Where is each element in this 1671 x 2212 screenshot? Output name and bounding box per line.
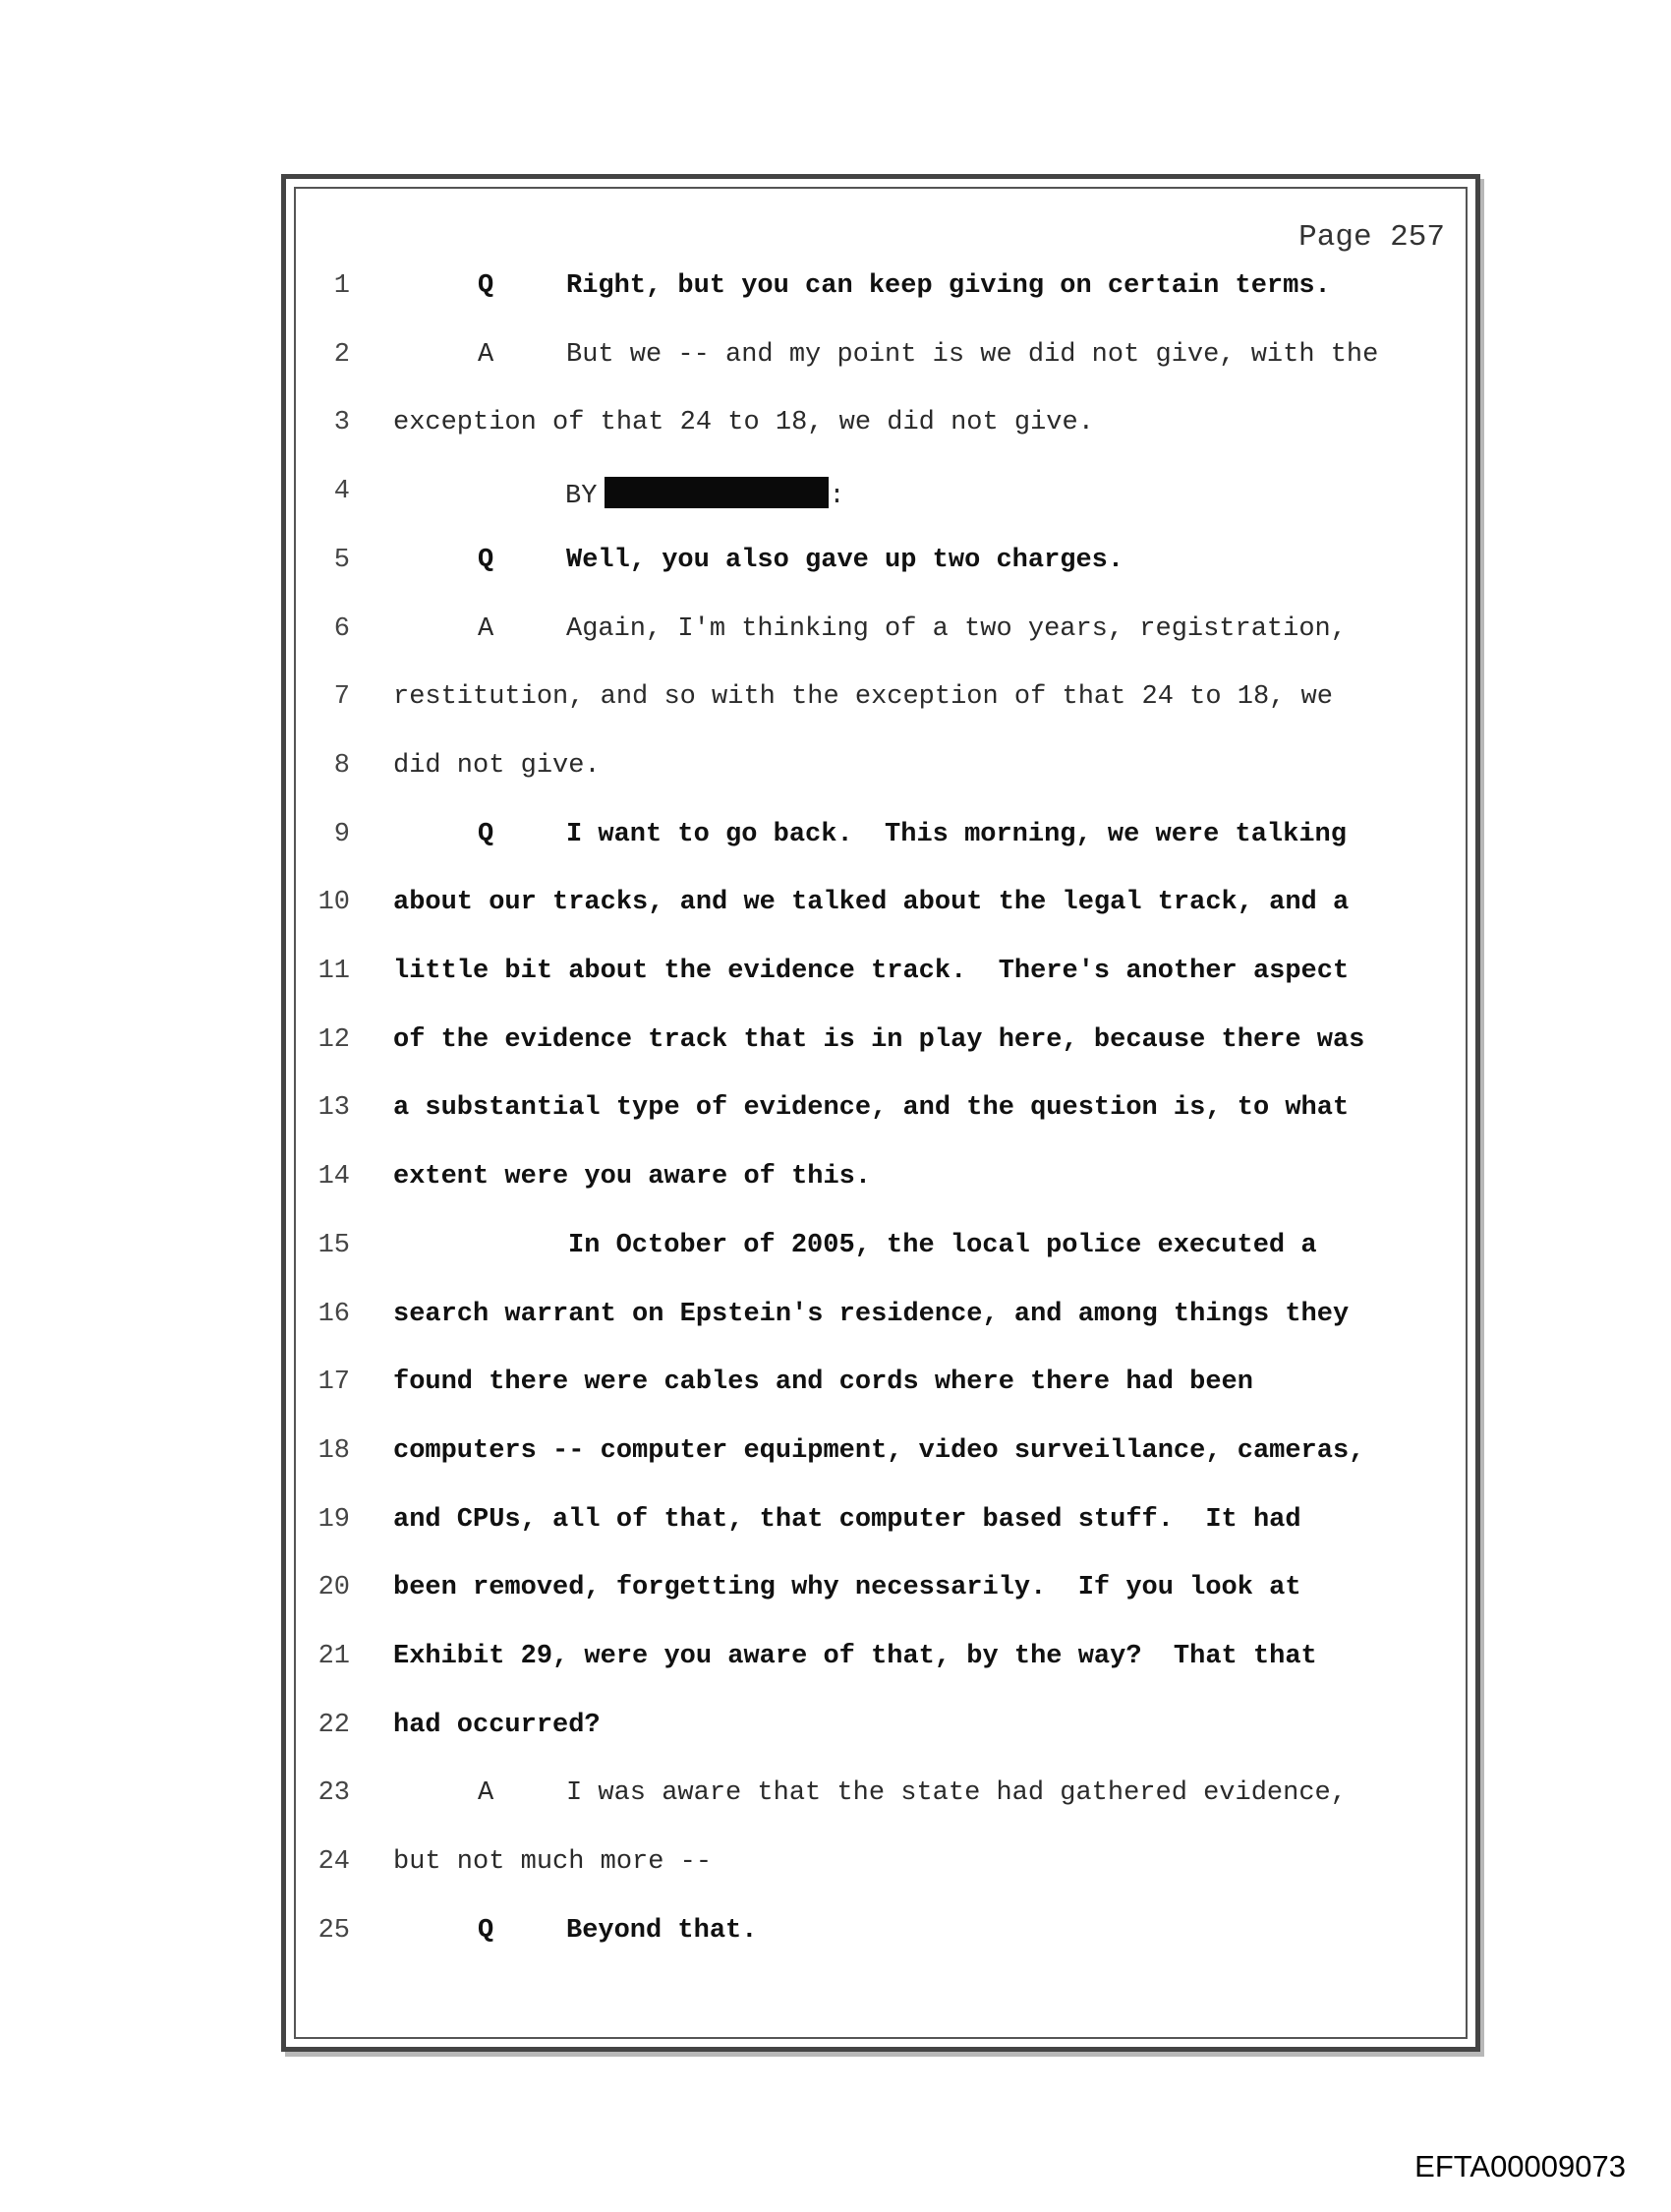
transcript-line: [0, 614, 1671, 664]
redaction-bar: [605, 477, 829, 508]
line-text: did not give.: [393, 750, 601, 781]
line-number: 7: [333, 682, 350, 713]
transcript-line: [0, 1778, 1671, 1828]
line-text: had occurred?: [393, 1710, 601, 1740]
line-text: about our tracks, and we talked about the legal track, and a: [393, 888, 1350, 918]
speaker-label: A: [478, 613, 494, 644]
transcript-line: [0, 888, 1671, 937]
transcript-line: [0, 408, 1671, 457]
line-text: Exhibit 29, were you aware of that, by the way? That that: [393, 1642, 1317, 1671]
line-number: 24: [317, 1847, 350, 1878]
transcript-line: [0, 957, 1671, 1006]
transcript-line: [0, 1711, 1671, 1760]
transcript-line: [0, 1642, 1671, 1691]
line-text: restitution, and so with the exception of that 24 to 18, we: [393, 682, 1333, 713]
page-number-label: Page 257: [1298, 220, 1445, 255]
transcript-line: [0, 1162, 1671, 1211]
transcript-line: [0, 1368, 1671, 1417]
line-number: 25: [317, 1915, 350, 1946]
line-number: 5: [333, 545, 350, 575]
transcript-line: [0, 751, 1671, 800]
by-suffix: :: [829, 482, 845, 512]
line-text: but not much more --: [393, 1847, 713, 1878]
line-number: 11: [317, 957, 350, 986]
line-number: 21: [317, 1642, 350, 1671]
line-number: 16: [317, 1299, 350, 1329]
line-text: and CPUs, all of that, that computer based stuff. It had: [393, 1504, 1301, 1535]
line-text: Right, but you can keep giving on certain terms.: [566, 271, 1331, 301]
line-number: 3: [333, 408, 350, 438]
line-text: Again, I'm thinking of a two years, registration,: [566, 613, 1347, 644]
transcript-line: [0, 1847, 1671, 1896]
line-number: 1: [333, 271, 350, 301]
transcript-line: [0, 1505, 1671, 1554]
speaker-label: A: [478, 1778, 494, 1809]
transcript-line: [0, 1093, 1671, 1142]
transcript-line: [0, 682, 1671, 731]
line-number: 2: [333, 339, 350, 370]
speaker-label: A: [478, 339, 494, 370]
line-number: 20: [317, 1573, 350, 1603]
line-number: 15: [317, 1230, 350, 1260]
document-id: EFTA00009073: [1414, 2149, 1626, 2183]
transcript-line: [0, 340, 1671, 389]
line-number: 22: [317, 1710, 350, 1740]
line-text: search warrant on Epstein's residence, and among things they: [393, 1299, 1350, 1329]
transcript-line: [0, 477, 1671, 526]
transcript-line: [0, 1300, 1671, 1349]
by-label: BY: [565, 482, 598, 512]
line-number: 23: [317, 1778, 350, 1809]
transcript-line: [0, 546, 1671, 595]
line-text: But we -- and my point is we did not give, with the: [566, 339, 1379, 370]
transcript-line: [0, 1916, 1671, 1965]
transcript-line: [0, 271, 1671, 320]
line-text: little bit about the evidence track. There's another aspect: [393, 957, 1350, 986]
line-text: I want to go back. This morning, we were talking: [566, 819, 1347, 849]
line-number: 10: [317, 888, 350, 918]
line-number: 13: [317, 1093, 350, 1124]
speaker-label: Q: [478, 1915, 494, 1946]
line-text: of the evidence track that is in play here, because there was: [393, 1024, 1365, 1055]
line-number: 12: [317, 1024, 350, 1055]
line-text: been removed, forgetting why necessarily. If you look at: [393, 1573, 1301, 1603]
line-text: Beyond that.: [566, 1915, 758, 1946]
line-text: I was aware that the state had gathered evidence,: [566, 1778, 1347, 1809]
line-text: a substantial type of evidence, and the question is, to what: [393, 1093, 1350, 1124]
line-number: 6: [333, 613, 350, 644]
transcript-line: [0, 1231, 1671, 1280]
line-number: 17: [317, 1368, 350, 1398]
line-text: Well, you also gave up two charges.: [566, 545, 1124, 575]
speaker-label: Q: [478, 819, 494, 849]
line-number: 8: [333, 750, 350, 781]
line-text: exception of that 24 to 18, we did not give.: [393, 408, 1094, 438]
speaker-label: Q: [478, 271, 494, 301]
transcript-line: [0, 1025, 1671, 1075]
examiner-line: [565, 477, 845, 511]
line-number: 4: [333, 477, 350, 507]
line-text: found there were cables and cords where there had been: [393, 1368, 1253, 1398]
speaker-label: Q: [478, 545, 494, 575]
line-text: In October of 2005, the local police executed a: [568, 1230, 1317, 1260]
line-number: 9: [333, 819, 350, 849]
line-text: computers -- computer equipment, video surveillance, cameras,: [393, 1435, 1365, 1466]
line-number: 19: [317, 1504, 350, 1535]
line-number: 18: [317, 1435, 350, 1466]
transcript-line: [0, 1573, 1671, 1622]
transcript-line: [0, 820, 1671, 869]
line-number: 14: [317, 1162, 350, 1193]
transcript-line: [0, 1436, 1671, 1485]
line-text: extent were you aware of this.: [393, 1162, 872, 1193]
